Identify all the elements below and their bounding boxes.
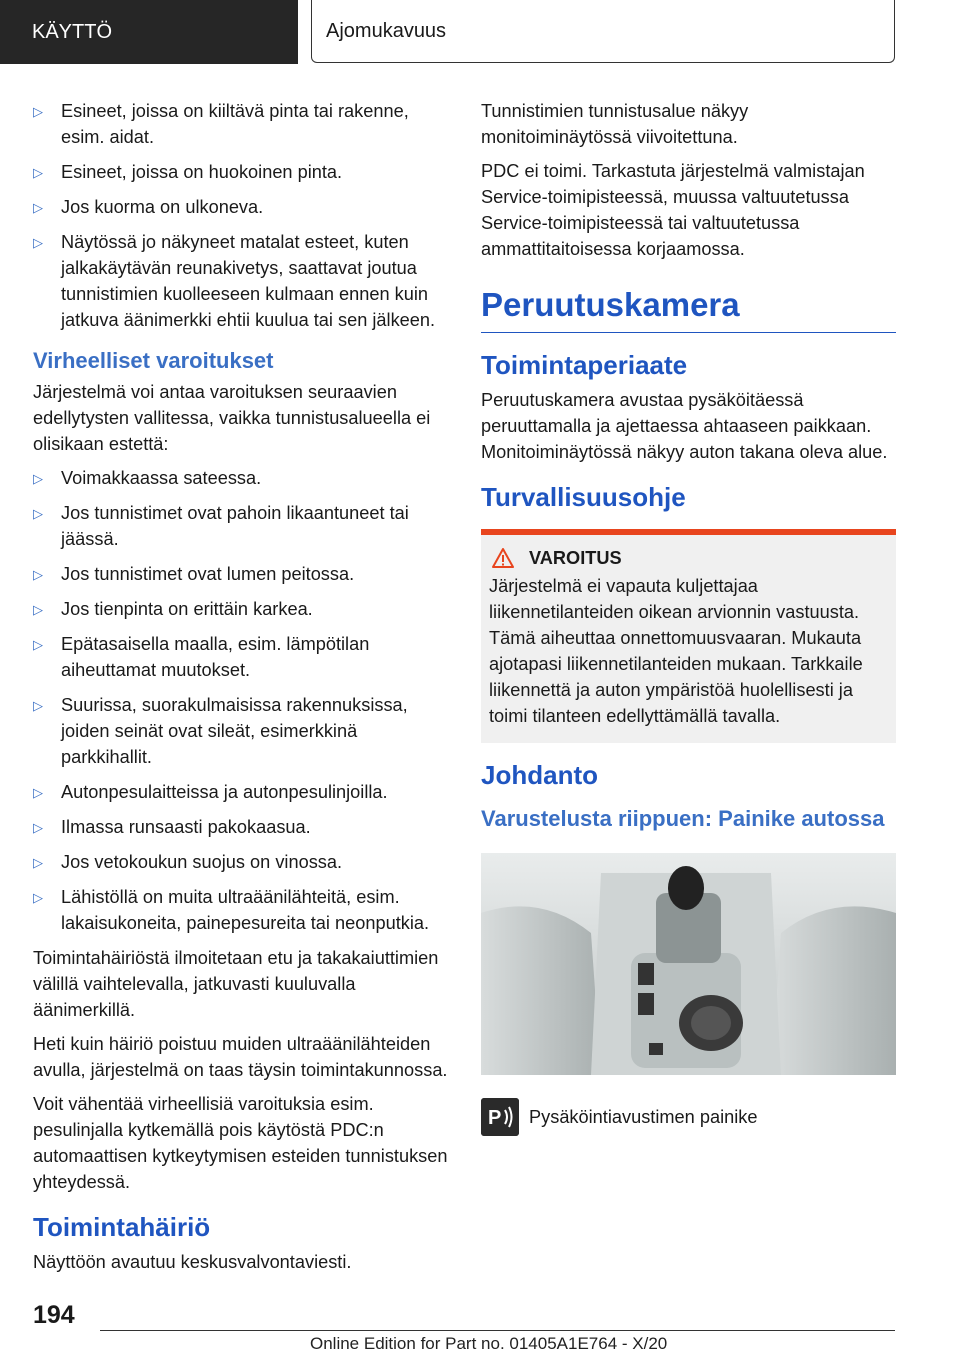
chapter-title: Peruutuskamera: [481, 284, 896, 333]
bullet-icon: ▷: [33, 785, 43, 800]
bullet-icon: ▷: [33, 890, 43, 905]
list-item: ▷ Jos vetokoukun suojus on vinossa.: [33, 849, 448, 875]
paragraph: Heti kuin häiriö poistuu muiden ultraäänilähteiden avulla, järjestelmä on taas täysin toimintakunnossa.: [33, 1034, 448, 1080]
list-item: ▷ Esineet, joissa on kiiltävä pinta tai rakenne, esim. aidat.: [33, 101, 409, 147]
caption-text: Pysäköintiavustimen painike: [529, 1106, 758, 1127]
bullet-icon: ▷: [33, 506, 43, 521]
warning-header: [489, 547, 888, 569]
left-column: [33, 98, 448, 1283]
page-number: 194: [33, 1301, 75, 1329]
parking-assist-icon: [481, 1098, 519, 1136]
image-caption: [481, 1098, 896, 1136]
footer-divider: [100, 1330, 895, 1331]
page-header: [0, 0, 960, 66]
paragraph: PDC ei toimi. Tarkastuta järjestelmä valmistajan Service-toimipisteessä, muussa valtuutetussa Service-toimipisteessä tai valtuutetussa ammattitaitoisessa korjaamossa.: [481, 161, 865, 259]
list-item: ▷ Näytössä jo näkyneet matalat esteet, kuten jalkakäytävän reunakivetys, saattavat joutua tunnistimien kuolleeseen kulmaan ennen kuin jatkuva äänimerkki ehtii kuulua tai sen jälkeen.: [33, 232, 436, 330]
bullet-icon: ▷: [33, 165, 43, 180]
heading-malfunction: Toimintahäiriö: [33, 1212, 211, 1242]
list-item: ▷ Jos tunnistimet ovat pahoin likaantuneet tai jäässä.: [33, 503, 409, 549]
heading-principle: Toimintaperiaate: [481, 350, 688, 380]
list-item: ▷ Esineet, joissa on huokoinen pinta.: [33, 159, 448, 185]
svg-text:P: P: [488, 1107, 502, 1129]
list-item: ▷ Suurissa, suorakulmaisissa rakennuksissa, joiden seinät ovat sileät, esimerkkinä parkkihallit.: [33, 695, 408, 767]
paragraph: Toimintahäiriöstä ilmoitetaan etu ja takakaiuttimien välillä vaihtelevalla, jatkuvasti kuuluvalla äänimerkillä.: [33, 948, 439, 1020]
bullet-icon: ▷: [33, 567, 43, 582]
paragraph: Järjestelmä voi antaa varoituksen seuraavien edellytysten vallitessa, vaikka tunnistusalueella ei olisikaan estettä:: [33, 382, 431, 454]
list-item: ▷ Autonpesulaitteissa ja autonpesulinjoilla.: [33, 779, 448, 805]
section-tab: KÄYTTÖ: [0, 0, 298, 64]
list-item: ▷ Ilmassa runsaasti pakokaasua.: [33, 814, 448, 840]
paragraph: Voit vähentää virheellisiä varoituksia esim. pesulinjalla kytkemällä pois käytöstä PDC:n automaattisen kytkeytymisen esteiden tunnistuksen yhteydessä.: [33, 1094, 448, 1192]
bullet-list-conditions: [33, 465, 448, 936]
paragraph: Tunnistimien tunnistusalue näkyy monitoiminäytössä viivoitettuna.: [481, 101, 749, 147]
bullet-icon: ▷: [33, 637, 43, 652]
right-column: [481, 98, 896, 1136]
heading-introduction: Johdanto: [481, 760, 598, 790]
list-item: ▷ Jos kuorma on ulkoneva.: [33, 194, 448, 220]
warning-triangle-icon: [491, 547, 515, 569]
heading-button-location: Varustelusta riippuen: Painike autossa: [481, 806, 885, 831]
list-item: ▷ Jos tunnistimet ovat lumen peitossa.: [33, 561, 448, 587]
bullet-icon: ▷: [33, 104, 43, 119]
warning-label: VAROITUS: [529, 547, 622, 568]
list-item: ▷ Jos tienpinta on erittäin karkea.: [33, 596, 448, 622]
list-item: ▷ Lähistöllä on muita ultraäänilähteitä, esim. lakaisukoneita, painepesureita tai neonputkia.: [33, 887, 430, 933]
list-item: ▷ Epätasaisella maalla, esim. lämpötilan aiheuttamat muutokset.: [33, 634, 370, 680]
bullet-icon: ▷: [33, 855, 43, 870]
bullet-icon: ▷: [33, 471, 43, 486]
warning-box: [481, 529, 896, 743]
heading-false-warnings: Virheelliset varoitukset: [33, 348, 274, 373]
bullet-icon: ▷: [33, 602, 43, 617]
center-console-photo: [481, 853, 896, 1075]
list-item: ▷ Voimakkaassa sateessa.: [33, 465, 448, 491]
bullet-icon: ▷: [33, 200, 43, 215]
bullet-icon: ▷: [33, 820, 43, 835]
bullet-icon: ▷: [33, 698, 43, 713]
bullet-icon: ▷: [33, 235, 43, 250]
warning-text: Järjestelmä ei vapauta kuljettajaa liikennetilanteiden oikean arvionnin vastuusta. Tämä aiheuttaa onnettomuusvaaran. Mukauta ajotapasi liikennetilanteiden mukaan. Tarkkaile liikennettä ja auton ympäristöä huolellisesti ja toimi tilanteen edellyttämällä tavalla.: [489, 576, 863, 726]
chapter-tab: Ajomukavuus: [311, 0, 895, 63]
edition-text: Online Edition for Part no. 01405A1E764 - X/20: [310, 1334, 668, 1353]
heading-safety: Turvallisuusohje: [481, 482, 686, 512]
bullet-list-objects: [33, 98, 448, 333]
paragraph: Peruutuskamera avustaa pysäköitäessä peruuttamalla ja ajettaessa ahtaaseen paikkaan. Monitoiminäytössä näkyy auton takana oleva alue.: [481, 390, 888, 462]
paragraph: Näyttöön avautuu keskusvalvontaviesti.: [33, 1252, 352, 1272]
